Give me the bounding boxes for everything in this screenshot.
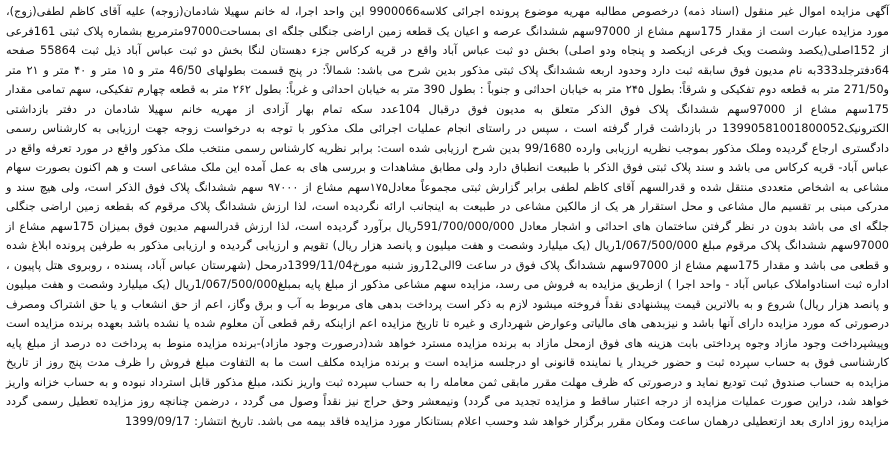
notice-text: آگهی مزایده اموال غیر منقول (اسناد ذمه) درخصوص مطالبه مهریه موضوع پرونده اجرائی کلاسه9900066 این واحد اجرا، له خانم سهیلا شادمان(زوجه) علیه آقای کاظم لطفی(زوج)، مورد مزایده عبارت است از مقدار 175سهم مشاع از 97000سهم ششدانگ عرصه و اعیان یک قطعه زمین اراضی جنگلی جلگه ای بمساحت97000مترمربع بشماره پلاک ثبتی 161فرعی از 152اصلی(یکصد وشصت ویک فرعی ازیکصد و پنجاه ودو اصلی) بخش دو ثبت عباس آباد واقع در قریه کرکاس جزء دهستان لنگا بخش دو ثبت عباس آباد ذیل ثبت 55864 صفحه 64دفترجلد333به نام مدیون فوق سابقه ثبت دارد وحدود اربعه ششدانگ پلاک ثبتی مذکور بدین شرح می باشد: شمالاً: در پنج قسمت بطولهای 46/50 متر و ۱۵ متر و ۴۰ متر و ۲۱ متر و271/50 متر به قطعه دوم تفکیکی و شرقاً: بطول ۲۴۵ متر به خیابان احداثی و جنوباً : بطول 390 متر به خیابان احداثی و غرباً: بطول ۲۶۲ متر به قطعه چهارم تفکیکی، سهم تمامی مقدار 175سهم مشاع از 97000سهم ششدانگ پلاک فوق الذکر متعلق به مدیون فوق درقبال 104عدد سکه تمام بهار آزادی از مهریه خانم سهیلا شادمان در دفتر بازداشتی الکترونیک13990581001800052 در بازداشت قرار گرفته است ، سپس در راستای انجام عملیات اجرائی ملک مذکور با توجه به درخواست زوجه جهت ارزیابی به کارشناس رسمی دادگستری ارجاع گردیده وملک مذکور بموجب نظریه ارزیابی وارده 99/1680 بدین شرح ارزیابی شده است: برابر نظریه کارشناس رسمی منتخب ملک مذکور واقع در مورد تعرفه واقع در عباس آباد- قریه کرکاس می باشد و سند پلاک ثبتی فوق الذکر با طبیعت انطباق دارد ولی مطابق مشاهدات و بررسی های به عمل آمده این ملک مشاعی است و هم اکنون بصورت سهام مشاعی به اشخاص متعددی منتقل شده و قدرالسهم آقای کاظم لطفی برابر گزارش ثبتی مجموعاً معادل۱۷۵سهم مشاع از ۹۷۰۰۰ سهم ششدانگ پلاک فوق الذکر است، ولی هیچ سند و مدرکی مبنی بر تقسیم مال مشاعی و محل استقرار هر یک از مالکین مشاعی در طبیعت به اینجانب ارائه نگردیده است، لذا ارزش ششدانگ پلاک مرقوم که بقطعه زمین اراضی جنگلی جلگه ای می باشد بدون در نظر گرفتن ساختمان های احداثی و اشجار معادل 591/700/000/000ریال برآورد گردیده است، لذا ارزش قدرالسهم مدیون فوق بمیزان 175سهم مشاع از 97000سهم ششدانگ پلاک مرقوم مبلغ 1/067/500/000ریال (یک میلیارد وشصت و هفت میلیون و پانصد هزار ریال) تقویم و ارزیابی گردیده و ارزیابی مذکور به طرفین پرونده ابلاغ شده و قطعی می باشد و مقدار 175سهم مشاع از 97000سهم ششدانگ پلاک فوق در ساعت 9الی12روز شنبه مورخ1399/11/04درمحل (شهرستان عباس آباد، پسنده ، روبروی هتل پاپیون ، اداره ثبت اسنادواملاک عباس آباد - واحد اجرا ) ازطریق مزایده به فروش می رسد، مزایده سهم مشاعی مذکور از مبلغ پایه بمبلغ1/067/500/000ریال (یک میلیارد وشصت و هفت میلیون و پانصد هزار ریال) شروع و به بالاترین قیمت پیشنهادی نقداً فروخته میشود لازم به ذکر است پرداخت بدهی های مربوط به آب و برق وگاز، اعم از حق انشعاب و یا حق اشتراک ومصرف درصورتی که مورد مزایده دارای آنها باشد و نیزبدهی های مالیاتی وعوارض شهرداری و غیره تا تاریخ مزایده اعم ازاینکه رقم قطعی آن معلوم شده یا نشده باشد بعهده برنده مزایده است وپیشپرداخت وجود مازاد وجوه پرداختی بابت هزینه های فوق ازمحل مازاد به برنده مزایده مسترد خواهد شد(درصورت وجود مازاد)-برنده مزایده منوط به پرداخت ده درصد از مبلغ پایه کارشناسی فوق به حساب سپرده ثبت و حضور خریدار یا نماینده قانونی او درجلسه مزایده است و برنده مزایده مکلف است ما به التفاوت مبلغ فروش را ظرف مدت پنج روز از تاریخ مزایده به حساب صندوق ثبت تودیع نماید و درصورتی که ظرف مهلت مقرر مابقی ثمن معامله را به حساب سپرده ثبت واریز نکند، مبلغ مذکور قابل استرداد نبوده و به حساب خزانه واریز خواهد شد، دراین صورت عملیات مزایده از درجه اعتبار ساقط و مزایده تجدید می گردد) ونیمعشر وحق حراج نیز نقداً وصول می گردد ، درضمن چنانچه روز مزایده تعطیل رسمی گردد مزایده روز اداری بعد ازتعطیلی درهمان ساعت ومکان مقرر برگزار خواهد شد وحسب اعلام بستانکار مورد مزایده فاقد بیمه می باشد. تاریخ انتشار: 1399/09/17	[6, 5, 890, 428]
